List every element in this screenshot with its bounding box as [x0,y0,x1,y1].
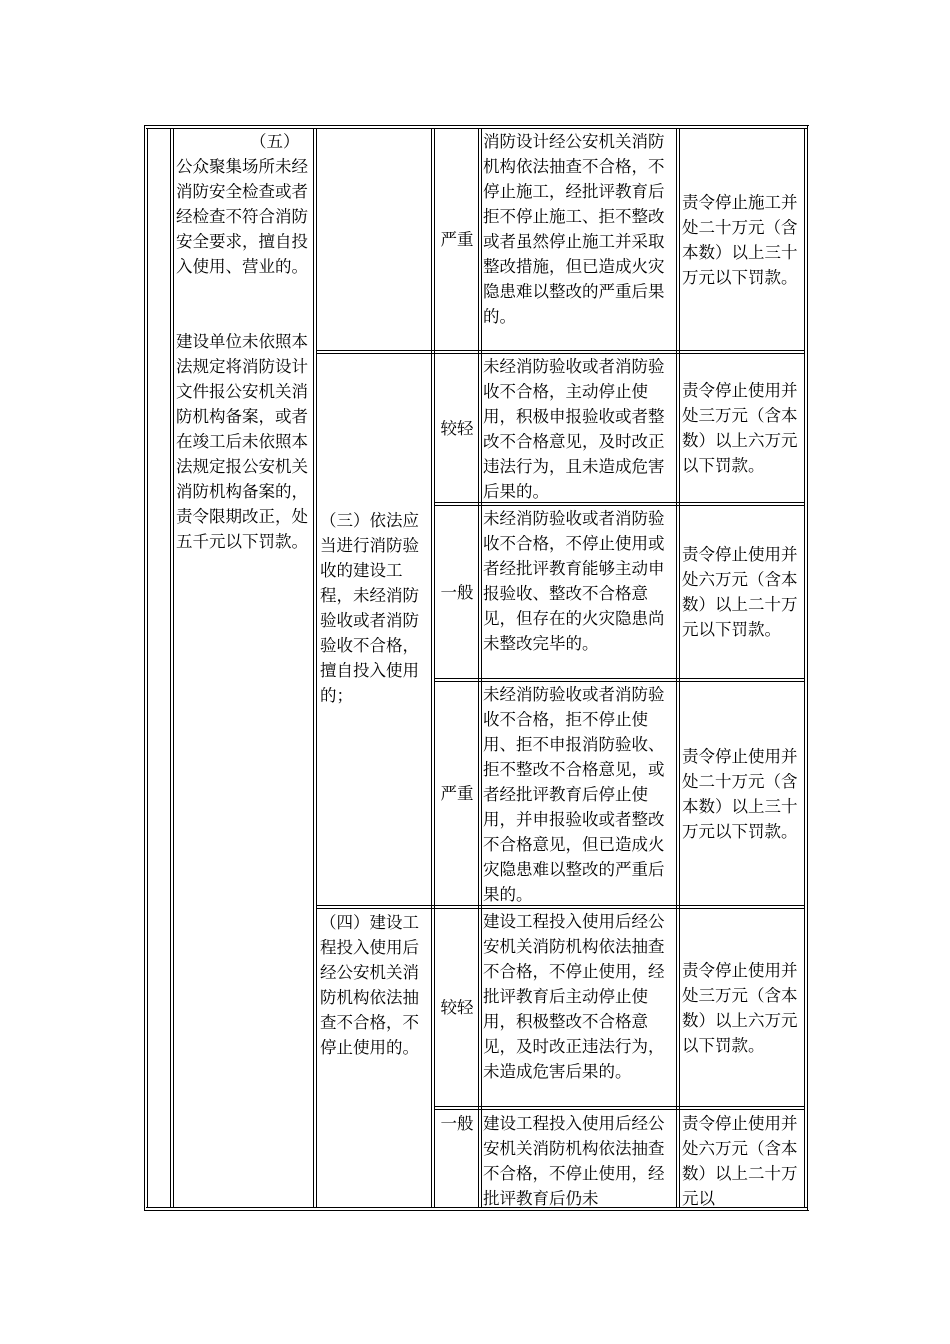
severity-level: 较轻 [440,998,474,1017]
severity-level: 一般 [440,1114,474,1133]
circumstance-text: 消防设计经公安机关消防机构依法抽查不合格，不停止施工，经批评教育后拒不停止施工、拒不整改或者虽然停止施工并采取整改措施，但已造成火灾隐患难以整改的严重后果的。 [483,132,665,326]
severity-level: 较轻 [440,418,474,438]
penalty-text: 责令停止使用并处六万元（含本数）以上二十万元以 [682,1114,798,1207]
penalty-text: 责令停止使用并处三万元（含本数）以上六万元以下罚款。 [682,960,798,1055]
violation-text: 公众聚集场所未经消防安全检查或者经检查不符合消防安全要求，擅自投入使用、营业的。 [176,157,308,276]
filing-violation-text: 建设单位未依照本法规定将消防设计文件报公安机关消防机构备案，或者在竣工后未依照本法规定报公安机关消防机构备案的，责令限期改正，处五千元以下罚款。 [176,332,308,551]
circumstance-text: 未经消防验收或者消防验收不合格，主动停止使用，积极申报验收或者整改不合格意见，及时改正违法行为，且未造成危害后果的。 [483,357,665,501]
severity-level: 严重 [440,784,474,803]
penalty-text: 责令停止使用并处二十万元（含本数）以上三十万元以下罚款。 [682,746,798,841]
penalty-text: 责令停止施工并处二十万元（含本数）以上三十万元以下罚款。 [682,192,798,287]
penalty-text: 责令停止使用并处六万元（含本数）以上二十万元以下罚款。 [682,545,798,639]
severity-level: 一般 [440,582,474,602]
penalty-text: 责令停止使用并处三万元（含本数）以上六万元以下罚款。 [682,381,798,475]
circumstance-text: 未经消防验收或者消防验收不合格，不停止使用或者经批评教育能够主动申报验收、整改不合格意见，但存在的火灾隐患尚未整改完毕的。 [483,509,665,653]
clause-4-text: （四）建设工程投入使用后经公安机关消防机构依法抽查不合格，不停止使用的。 [320,913,419,1057]
severity-level: 严重 [440,230,474,249]
circumstance-text: 建设工程投入使用后经公安机关消防机构依法抽查不合格，不停止使用，经批评教育后仍未 [483,1114,665,1207]
circumstance-text: 未经消防验收或者消防验收不合格，拒不停止使用、拒不申报消防验收、拒不整改不合格意见，或者经批评教育后停止使用，并申报验收或者整改不合格意见，但已造成火灾隐患难以整改的严重后果的。 [483,685,665,904]
circumstance-text: 建设工程投入使用后经公安机关消防机构依法抽查不合格，不停止使用，经批评教育后主动停止使用，积极整改不合格意见，及时改正违法行为，未造成危害后果的。 [483,912,665,1081]
clause-3-text: （三）依法应当进行消防验收的建设工程，未经消防验收或者消防验收不合格，擅自投入使用的； [320,511,419,705]
violation-heading: （五） [250,132,300,151]
